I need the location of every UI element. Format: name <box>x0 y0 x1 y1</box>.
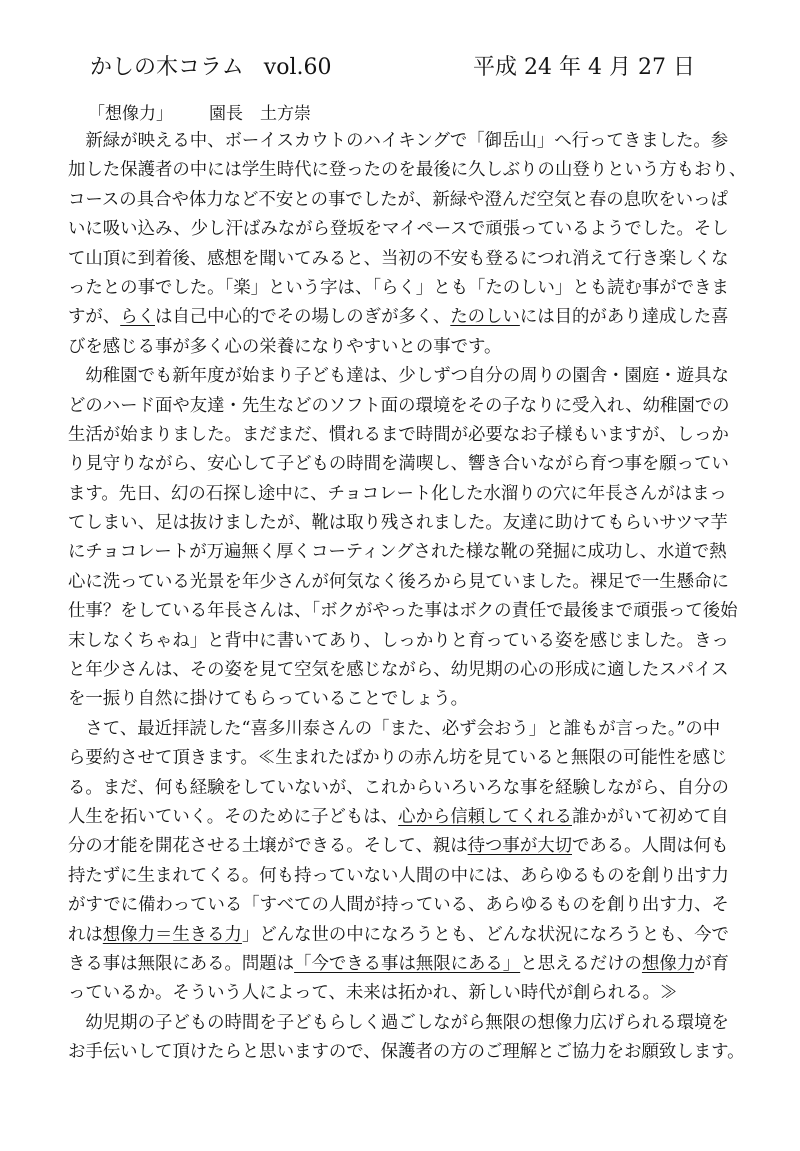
body-text: 持たずに生まれてくる。何も持っていない人間の中には、あらゆるものを創り出す力 <box>68 865 729 886</box>
body-line <box>68 186 748 215</box>
body-line <box>68 509 748 538</box>
column-title: かしの木コラム <box>90 55 244 80</box>
body-text: 誰かがいて初めて自 <box>572 806 729 827</box>
underlined-text: 「今できる事は無限にある」 <box>294 953 521 974</box>
body-text: ったとの事でした。「楽」という字は、「らく」とも「たのしい」とも読む事ができま <box>68 277 729 298</box>
article-author: 園長 土方崇 <box>209 104 311 124</box>
body-text: 人生を拓いていく。そのために子どもは、 <box>68 806 399 827</box>
article-subtitle <box>88 99 311 124</box>
body-line <box>68 921 748 950</box>
column-title-group <box>90 50 331 81</box>
body-text: は自己中心的でその場しのぎが多く、 <box>154 307 451 328</box>
body-line <box>68 950 748 979</box>
body-line <box>68 156 748 185</box>
body-text: きる事は無限にある。問題は <box>68 953 295 974</box>
body-text: 生活が始まりました。まだまだ、慣れるまで時間が必要なお子様もいますが、しっか <box>68 424 729 445</box>
body-text: と思えるだけの <box>520 953 642 974</box>
body-text: れは <box>68 924 103 945</box>
body-line <box>68 127 748 156</box>
body-text: を一振り自然に掛けてもらっていることでしょう。 <box>68 689 468 710</box>
body-line <box>68 627 748 656</box>
body-text: 幼稚園でも新年度が始まり子ども達は、少しずつ自分の周りの園舎・園庭・遊具な <box>68 366 729 387</box>
body-line <box>68 803 748 832</box>
body-text: さて、最近拝読した“喜多川泰さんの「また、必ず会おう」と誰もが言った。”の中 <box>68 718 721 739</box>
body-text: 分の才能を開花させる土壌ができる。そして、親は <box>68 836 468 857</box>
underlined-text: たのしい <box>450 307 520 328</box>
body-text: ます。先日、幻の石探し途中に、チョコレート化した水溜りの穴に年長さんがはまっ <box>68 483 727 504</box>
underlined-text: 心から信頼してくれる <box>398 806 572 827</box>
body-line <box>68 450 748 479</box>
body-text: すが、 <box>68 307 121 328</box>
body-line <box>68 891 748 920</box>
column-volume: vol.60 <box>263 55 332 80</box>
body-line <box>68 333 748 362</box>
body-text: っているか。そういう人によって、未来は拓かれ、新しい時代が創られる。≫ <box>68 983 678 1004</box>
body-line <box>68 215 748 244</box>
body-line <box>68 392 748 421</box>
body-text: と年少さんは、その姿を見て空気を感じながら、幼児期の心の形成に適したスパイス <box>68 660 729 681</box>
body-line <box>68 774 748 803</box>
underlined-text: 想像力 <box>641 953 695 974</box>
body-text: である。人間は何も <box>572 836 729 857</box>
body-line <box>68 538 748 567</box>
body-line <box>68 480 748 509</box>
body-line <box>68 832 748 861</box>
body-text: 幼児期の子どもの時間を子どもらしく過ごしながら無限の想像力広げられる環境を <box>68 1012 729 1033</box>
body-text: 心に洗っている光景を年少さんが何気なく後ろから見ていました。裸足で一生懸命に <box>68 571 729 592</box>
body-line <box>68 274 748 303</box>
body-text: には目的があり達成した喜 <box>519 307 729 328</box>
body-text: お手伝いして頂けたらと思いますので、保護者の方のご理解とご協力をお願致します。 <box>68 1042 745 1063</box>
body-text: にチョコレートが万遍無く厚くコーティングされた様な靴の発掘に成功し、水道で熱 <box>68 542 727 563</box>
column-date: 平成 24 年 4 月 27 日 <box>473 55 695 80</box>
underlined-text: 想像力＝生きる力 <box>102 924 242 945</box>
body-line <box>68 1038 748 1067</box>
underlined-text: らく <box>120 307 155 328</box>
body-text: びを感じる事が多く心の栄養になりやすいとの事です。 <box>68 336 502 357</box>
body-line <box>68 245 748 274</box>
body-text: 」どんな世の中になろうとも、どんな状況になろうとも、今で <box>241 924 729 945</box>
body-text: 仕事？をしている年長さんは、「ボクがやった事はボクの責任で最後まで頑張って後始 <box>68 601 738 622</box>
body-line <box>68 421 748 450</box>
body-text: が育 <box>694 953 729 974</box>
body-line <box>68 597 748 626</box>
body-text: る。まだ、何も経験をしていないが、これからいろいろな事を経験しながら、自分の <box>68 777 729 798</box>
body-text: がすでに備わっている「すべての人間が持っている、あらゆるものを創り出す力、そ <box>68 895 729 916</box>
body-line <box>68 656 748 685</box>
body-text: いに吸い込み、少し汗ばみながら登坂をマイペースで頑張っているようでした。そし <box>68 219 729 240</box>
body-text: 加した保護者の中には学生時代に登ったのを最後に久しぶりの山登りという方もおり、 <box>68 160 747 181</box>
body-text: ら要約させて頂きます。≪生まれたばかりの赤ん坊を見ていると無限の可能性を感じ <box>68 748 728 769</box>
body-text: て山頂に到着後、感想を聞いてみると、当初の不安も登るにつれ消えて行き楽しくな <box>68 248 729 269</box>
column-header <box>90 50 710 90</box>
body-line <box>68 685 748 714</box>
body-line <box>68 979 748 1008</box>
article-title: 「想像力」 <box>88 104 173 124</box>
body-text: り見守りながら、安心して子どもの時間を満喫し、響き合いながら育つ事を願ってい <box>68 454 729 475</box>
body-line <box>68 1009 748 1038</box>
body-line <box>68 715 748 744</box>
body-line <box>68 362 748 391</box>
article-body <box>68 127 748 1068</box>
body-text: てしまい、足は抜けましたが、靴は取り残されました。友達に助けてもらいサツマ芋 <box>68 513 728 534</box>
underlined-text: 待つ事が大切 <box>467 836 572 857</box>
body-line <box>68 568 748 597</box>
body-text: 新緑が映える中、ボーイスカウトのハイキングで「御岳山」へ行ってきました。参 <box>68 131 729 151</box>
body-text: 末しなくちゃね」と背中に書いてあり、しっかりと育っている姿を感じました。きっ <box>68 630 729 651</box>
body-text: コースの具合や体力など不安との事でしたが、新緑や澄んだ空気と春の息吹をいっぱ <box>68 189 728 210</box>
body-line <box>68 862 748 891</box>
body-line <box>68 303 748 332</box>
body-text: どのハード面や友達・先生などのソフト面の環境をその子なりに受入れ、幼稚園での <box>68 395 730 416</box>
body-line <box>68 744 748 773</box>
